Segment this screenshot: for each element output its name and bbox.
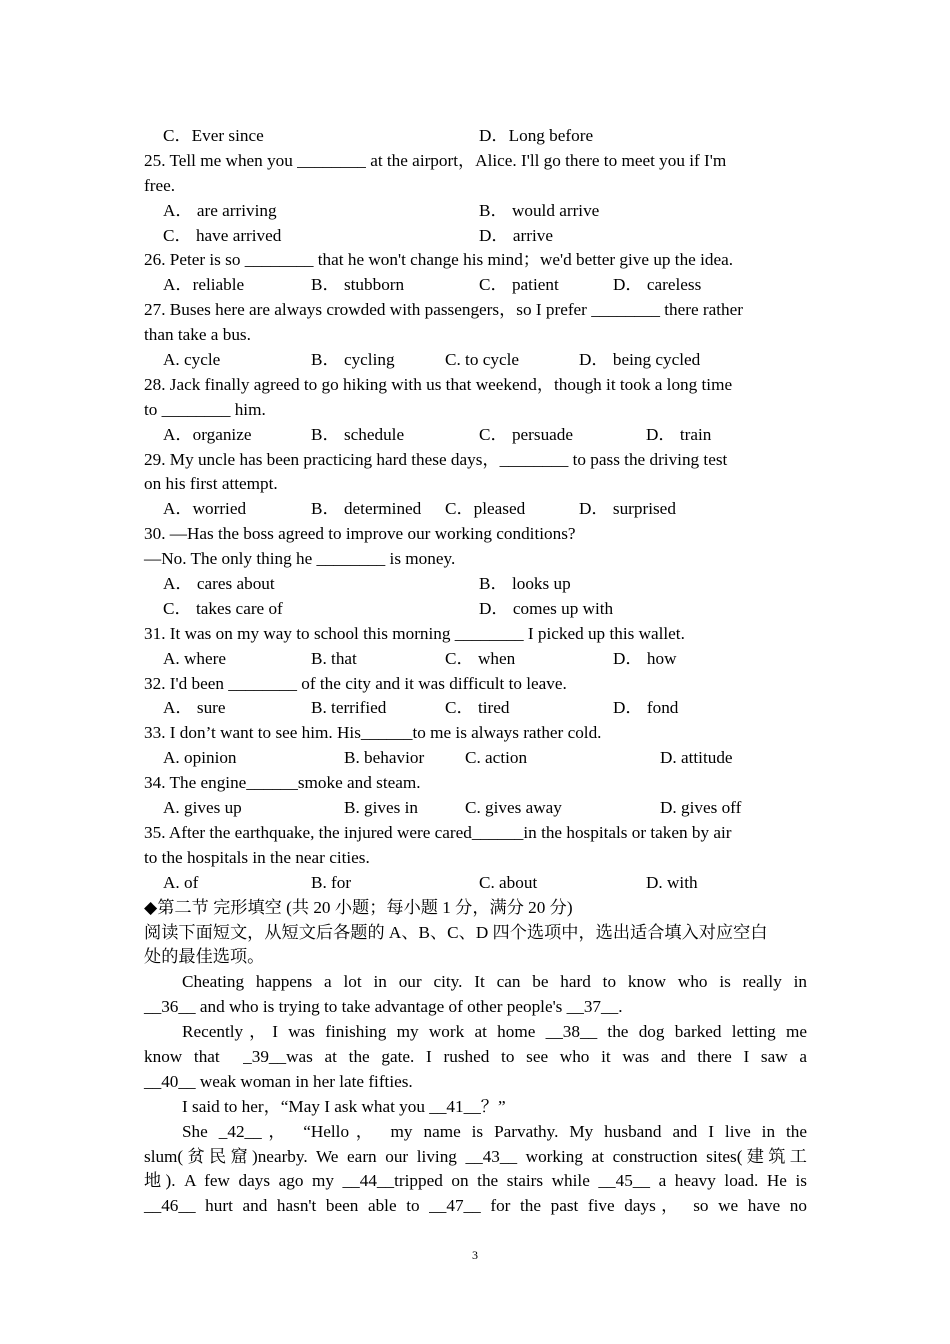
answer-option[interactable]: C． patient: [479, 275, 559, 295]
answer-option[interactable]: B． cycling: [311, 350, 395, 370]
options-row: [144, 871, 807, 896]
question-stem: 25. Tell me when you ________ at the airport，Alice. I'll go there to meet you if I'm: [144, 150, 727, 170]
answer-option[interactable]: D． comes up with: [479, 598, 614, 618]
question-stem: 34. The engine______smoke and steam.: [144, 773, 421, 793]
question-stem: 26. Peter is so ________ that he won't change his mind；we'd better give up the idea.: [144, 250, 734, 270]
question-q26: [144, 248, 807, 298]
options-row: [144, 696, 807, 721]
answer-option[interactable]: C．pleased: [445, 499, 526, 519]
options-row: [144, 796, 807, 821]
answer-option[interactable]: B. for: [311, 872, 352, 892]
options-row: [144, 273, 807, 298]
question-stem: 32. I'd been ________ of the city and it was difficult to leave.: [144, 673, 567, 693]
passage-line: __46__ hurt and hasn't been able to __47__ for the past five days， so we have no: [144, 1196, 807, 1216]
question-stem: 30. —Has the boss agreed to improve our working conditions?: [144, 524, 576, 544]
answer-option[interactable]: D． fond: [613, 698, 679, 718]
document-page: [144, 124, 807, 1219]
question-stem: —No. The only thing he ________ is money.: [144, 549, 456, 569]
answer-option[interactable]: C. action: [465, 748, 528, 768]
answer-option[interactable]: A． are arriving: [163, 200, 277, 220]
answer-option[interactable]: B． looks up: [479, 574, 571, 594]
answer-option[interactable]: C． persuade: [479, 424, 574, 444]
question-stem: to the hospitals in the near cities.: [144, 847, 370, 867]
answer-option[interactable]: A. gives up: [163, 798, 242, 818]
answer-option[interactable]: C．Ever since: [163, 126, 264, 145]
answer-option[interactable]: D． surprised: [579, 499, 676, 519]
question-q29: [144, 448, 807, 523]
question-list: [144, 124, 807, 896]
options-row: [144, 572, 807, 597]
answer-option[interactable]: A．worried: [163, 499, 247, 519]
passage-line: Cheating happens a lot in our city. It can be hard to know who is really in: [182, 972, 807, 992]
answer-option[interactable]: B. behavior: [344, 748, 425, 768]
question-q34: [144, 771, 807, 821]
question-stem: than take a bus.: [144, 325, 251, 345]
answer-option[interactable]: A. where: [163, 648, 226, 668]
passage-line: She _42__， “Hello， my name is Parvathy. My husband and I live in the: [182, 1121, 807, 1141]
answer-option[interactable]: D． careless: [613, 275, 702, 295]
question-q32: [144, 672, 807, 722]
answer-option[interactable]: B. terrified: [311, 698, 387, 718]
question-stem: to ________ him.: [144, 399, 266, 419]
section-instruction-line-1: 阅读下面短文，从短文后各题的 A、B、C、D 四个选项中，选出适合填入对应空白: [144, 922, 768, 942]
passage-line: slum(贫民窟)nearby. We earn our living __43__ working at construction sites(建筑工: [144, 1146, 807, 1166]
question-q31: [144, 622, 807, 672]
passage-line: Recently，I was finishing my work at home __38__ the dog barked letting me: [182, 1022, 807, 1042]
question-q30: [144, 522, 807, 622]
answer-option[interactable]: C． have arrived: [163, 225, 282, 245]
answer-option[interactable]: B． determined: [311, 499, 422, 519]
answer-option[interactable]: D． train: [646, 424, 712, 444]
options-row: [144, 348, 807, 373]
cloze-passage: [144, 970, 807, 1219]
answer-option[interactable]: B. gives in: [344, 798, 419, 818]
options-row: [144, 423, 807, 448]
cloze-section: [144, 896, 807, 971]
question-stem: 31. It was on my way to school this morning ________ I picked up this wallet.: [144, 623, 685, 643]
answer-option[interactable]: A. cycle: [163, 350, 221, 370]
answer-option[interactable]: A. opinion: [163, 748, 237, 768]
options-row: [144, 124, 807, 149]
passage-line: 地). A few days ago my __44__tripped on the stairs while __45__ a heavy load. He is: [144, 1171, 807, 1191]
options-row: [144, 224, 807, 249]
answer-option[interactable]: D. gives off: [660, 798, 742, 818]
answer-option[interactable]: D． being cycled: [579, 350, 701, 370]
question-q25: [144, 149, 807, 249]
question-stem: on his first attempt.: [144, 474, 278, 494]
section-instruction-line-2: 处的最佳选项。: [144, 947, 265, 967]
options-row: [144, 746, 807, 771]
answer-option[interactable]: C. to cycle: [445, 350, 519, 370]
answer-option[interactable]: D． arrive: [479, 225, 553, 245]
passage-line: __36__ and who is trying to take advantage of other people's __37__.: [144, 997, 623, 1017]
passage-line: __40__ weak woman in her late fifties.: [144, 1071, 413, 1091]
answer-option[interactable]: B． would arrive: [479, 200, 600, 220]
question-q24-tail: [144, 124, 807, 149]
options-row: [144, 647, 807, 672]
options-row: [144, 199, 807, 224]
answer-option[interactable]: D. with: [646, 872, 698, 892]
question-q35: [144, 821, 807, 896]
question-q33: [144, 721, 807, 771]
question-stem: 27. Buses here are always crowded with passengers，so I prefer ________ there rather: [144, 300, 743, 320]
question-stem: 35. After the earthquake, the injured were cared______in the hospitals or taken by air: [144, 822, 732, 842]
question-stem: 28. Jack finally agreed to go hiking with us that weekend，though it took a long time: [144, 374, 733, 394]
answer-option[interactable]: B． schedule: [311, 424, 405, 444]
section-heading: ◆第二节 完形填空 (共 20 小题；每小题 1 分，满分 20 分): [144, 897, 573, 917]
answer-option[interactable]: A． sure: [163, 698, 226, 718]
answer-option[interactable]: C. about: [479, 872, 538, 892]
passage-line: I said to her，“May I ask what you __41__？”: [182, 1096, 506, 1116]
question-stem: 33. I don’t want to see him. His______to me is always rather cold.: [144, 723, 602, 743]
answer-option[interactable]: C. gives away: [465, 798, 562, 818]
answer-option[interactable]: A．reliable: [163, 275, 245, 295]
answer-option[interactable]: B． stubborn: [311, 275, 405, 295]
question-stem: free.: [144, 175, 176, 195]
answer-option[interactable]: B. that: [311, 648, 357, 668]
question-stem: 29. My uncle has been practicing hard these days，________ to pass the driving test: [144, 449, 728, 469]
answer-option[interactable]: D． how: [613, 648, 677, 668]
options-row: [144, 597, 807, 622]
answer-option[interactable]: D．Long before: [479, 126, 594, 145]
answer-option[interactable]: C． takes care of: [163, 598, 283, 618]
passage-line: know that _39__was at the gate. I rushed to see who it was and there I saw a: [144, 1046, 807, 1066]
answer-option[interactable]: C． tired: [445, 698, 510, 718]
answer-option[interactable]: D. attitude: [660, 748, 733, 768]
answer-option[interactable]: A．organize: [163, 424, 252, 444]
question-q27: [144, 298, 807, 373]
question-q28: [144, 373, 807, 448]
answer-option[interactable]: C． when: [445, 648, 516, 668]
options-row: [144, 497, 807, 522]
answer-option[interactable]: A. of: [163, 872, 199, 892]
answer-option[interactable]: A． cares about: [163, 574, 275, 594]
page-number: 3: [472, 1248, 478, 1262]
